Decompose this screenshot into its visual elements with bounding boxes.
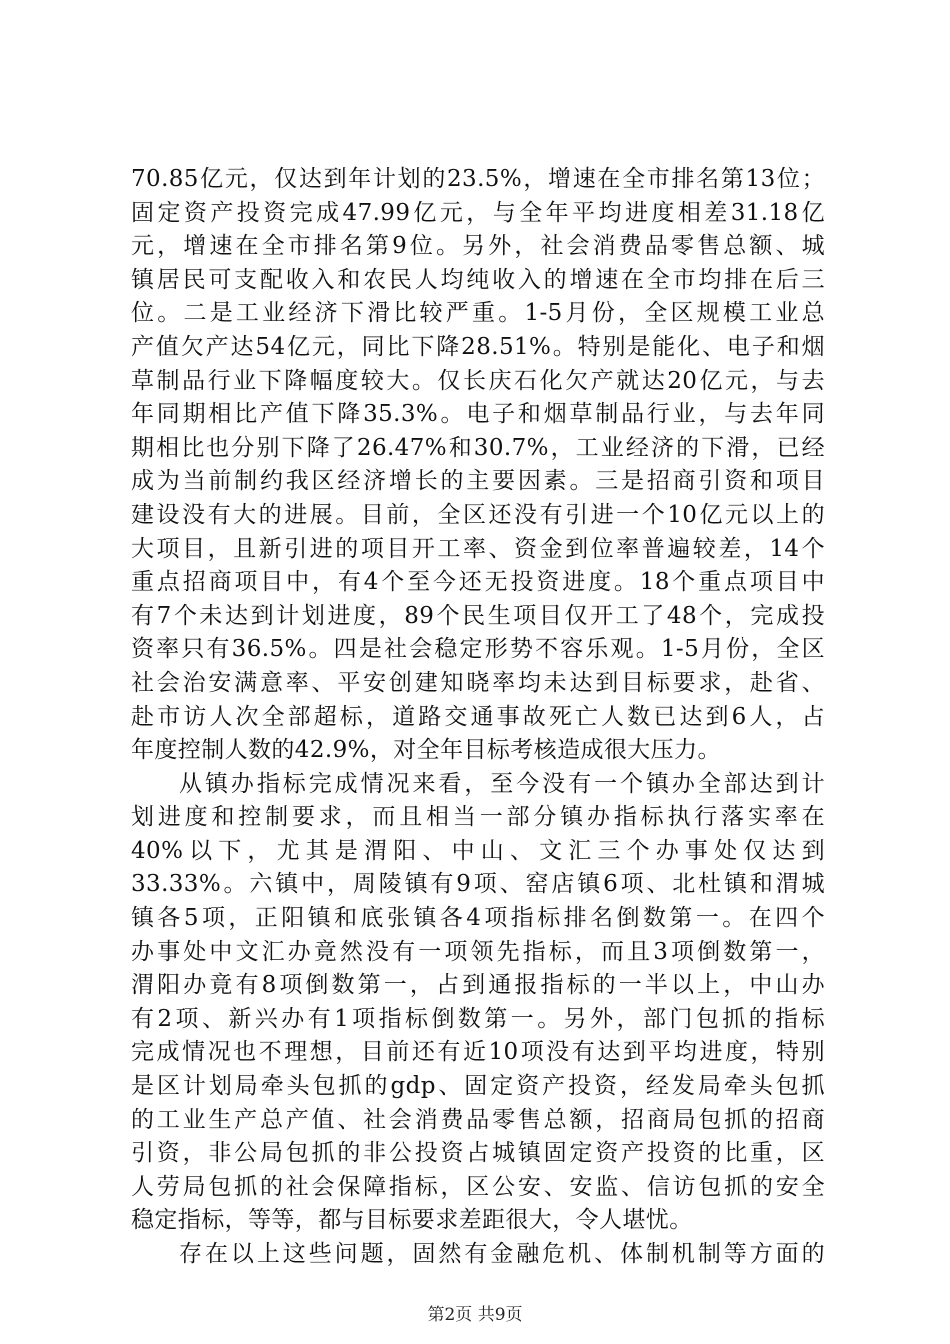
text-line: 位。二是工业经济下滑比较严重。1-5月份，全区规模工业总: [131, 300, 825, 327]
text-line: 有2项、新兴办有1项指标倒数第一。另外，部门包抓的指标: [131, 1005, 825, 1032]
text-line: 固定资产投资完成47.99亿元，与全年平均进度相差31.18亿: [131, 199, 825, 226]
text-line: 有7个未达到计划进度，89个民生项目仅开工了48个，完成投: [131, 602, 825, 629]
text-line: 镇居民可支配收入和农民人均纯收入的增速在全市均排在后三: [131, 266, 825, 293]
text-line: 从镇办指标完成情况来看，至今没有一个镇办全部达到计: [179, 770, 825, 797]
text-line: 渭阳办竟有8项倒数第一，占到通报指标的一半以上，中山办: [131, 972, 825, 999]
text-line: 成为当前制约我区经济增长的主要因素。三是招商引资和项目: [131, 468, 825, 495]
text-line: 稳定指标，等等，都与目标要求差距很大，令人堪忧。: [131, 1207, 693, 1234]
text-line: 引资，非公局包抓的非公投资占城镇固定资产投资的比重，区: [131, 1140, 825, 1167]
paragraph: [131, 163, 825, 768]
text-line: 40%以下，尤其是渭阳、中山、文汇三个办事处仅达到: [131, 837, 825, 864]
text-line: 元，增速在全市排名第9位。另外，社会消费品零售总额、城: [131, 233, 825, 260]
text-line: 重点招商项目中，有4个至今还无投资进度。18个重点项目中: [131, 569, 825, 596]
text-line: 赴市访人次全部超标，道路交通事故死亡人数已达到6人，占: [131, 703, 825, 730]
text-line: 划进度和控制要求，而且相当一部分镇办指标执行落实率在: [131, 804, 825, 831]
text-line: 人劳局包抓的社会保障指标，区公安、安监、信访包抓的安全: [131, 1173, 825, 1200]
document-body: [131, 163, 825, 1272]
paragraph: [131, 1238, 825, 1272]
text-line: 期相比也分别下降了26.47%和30.7%，工业经济的下滑，已经: [131, 434, 825, 461]
text-line: 年同期相比产值下降35.3%。电子和烟草制品行业，与去年同: [131, 401, 825, 428]
text-line: 是区计划局牵头包抓的gdp、固定资产投资，经发局牵头包抓: [131, 1073, 825, 1100]
page-number-label: 第2页 共9页: [427, 1305, 523, 1325]
text-line: 的工业生产总产值、社会消费品零售总额，招商局包抓的招商: [131, 1106, 825, 1133]
text-line: 资率只有36.5%。四是社会稳定形势不容乐观。1-5月份，全区: [131, 636, 825, 663]
paragraph: [131, 768, 825, 1238]
text-line: 建设没有大的进展。目前，全区还没有引进一个10亿元以上的: [131, 501, 825, 528]
text-line: 产值欠产达54亿元，同比下降28.51%。特别是能化、电子和烟: [131, 333, 825, 360]
text-line: 镇各5项，正阳镇和底张镇各4项指标排名倒数第一。在四个: [131, 905, 825, 932]
text-line: 大项目，且新引进的项目开工率、资金到位率普遍较差，14个: [131, 535, 825, 562]
text-line: 完成情况也不理想，目前还有近10项没有达到平均进度，特别: [131, 1039, 825, 1066]
text-line: 年度控制人数的42.9%，对全年目标考核造成很大压力。: [131, 737, 721, 764]
text-line: 社会治安满意率、平安创建知晓率均未达到目标要求，赴省、: [131, 669, 825, 696]
text-line: 70.85亿元，仅达到年计划的23.5%，增速在全市排名第13位；: [131, 166, 825, 192]
text-line: 办事处中文汇办竟然没有一项领先指标，而且3项倒数第一，: [131, 938, 825, 965]
text-line: 存在以上这些问题，固然有金融危机、体制机制等方面的: [179, 1241, 825, 1267]
page-footer: [0, 1300, 950, 1325]
text-line: 草制品行业下降幅度较大。仅长庆石化欠产就达20亿元，与去: [131, 367, 825, 394]
text-line: 33.33%。六镇中，周陵镇有9项、窑店镇6项、北杜镇和渭城: [131, 871, 825, 898]
